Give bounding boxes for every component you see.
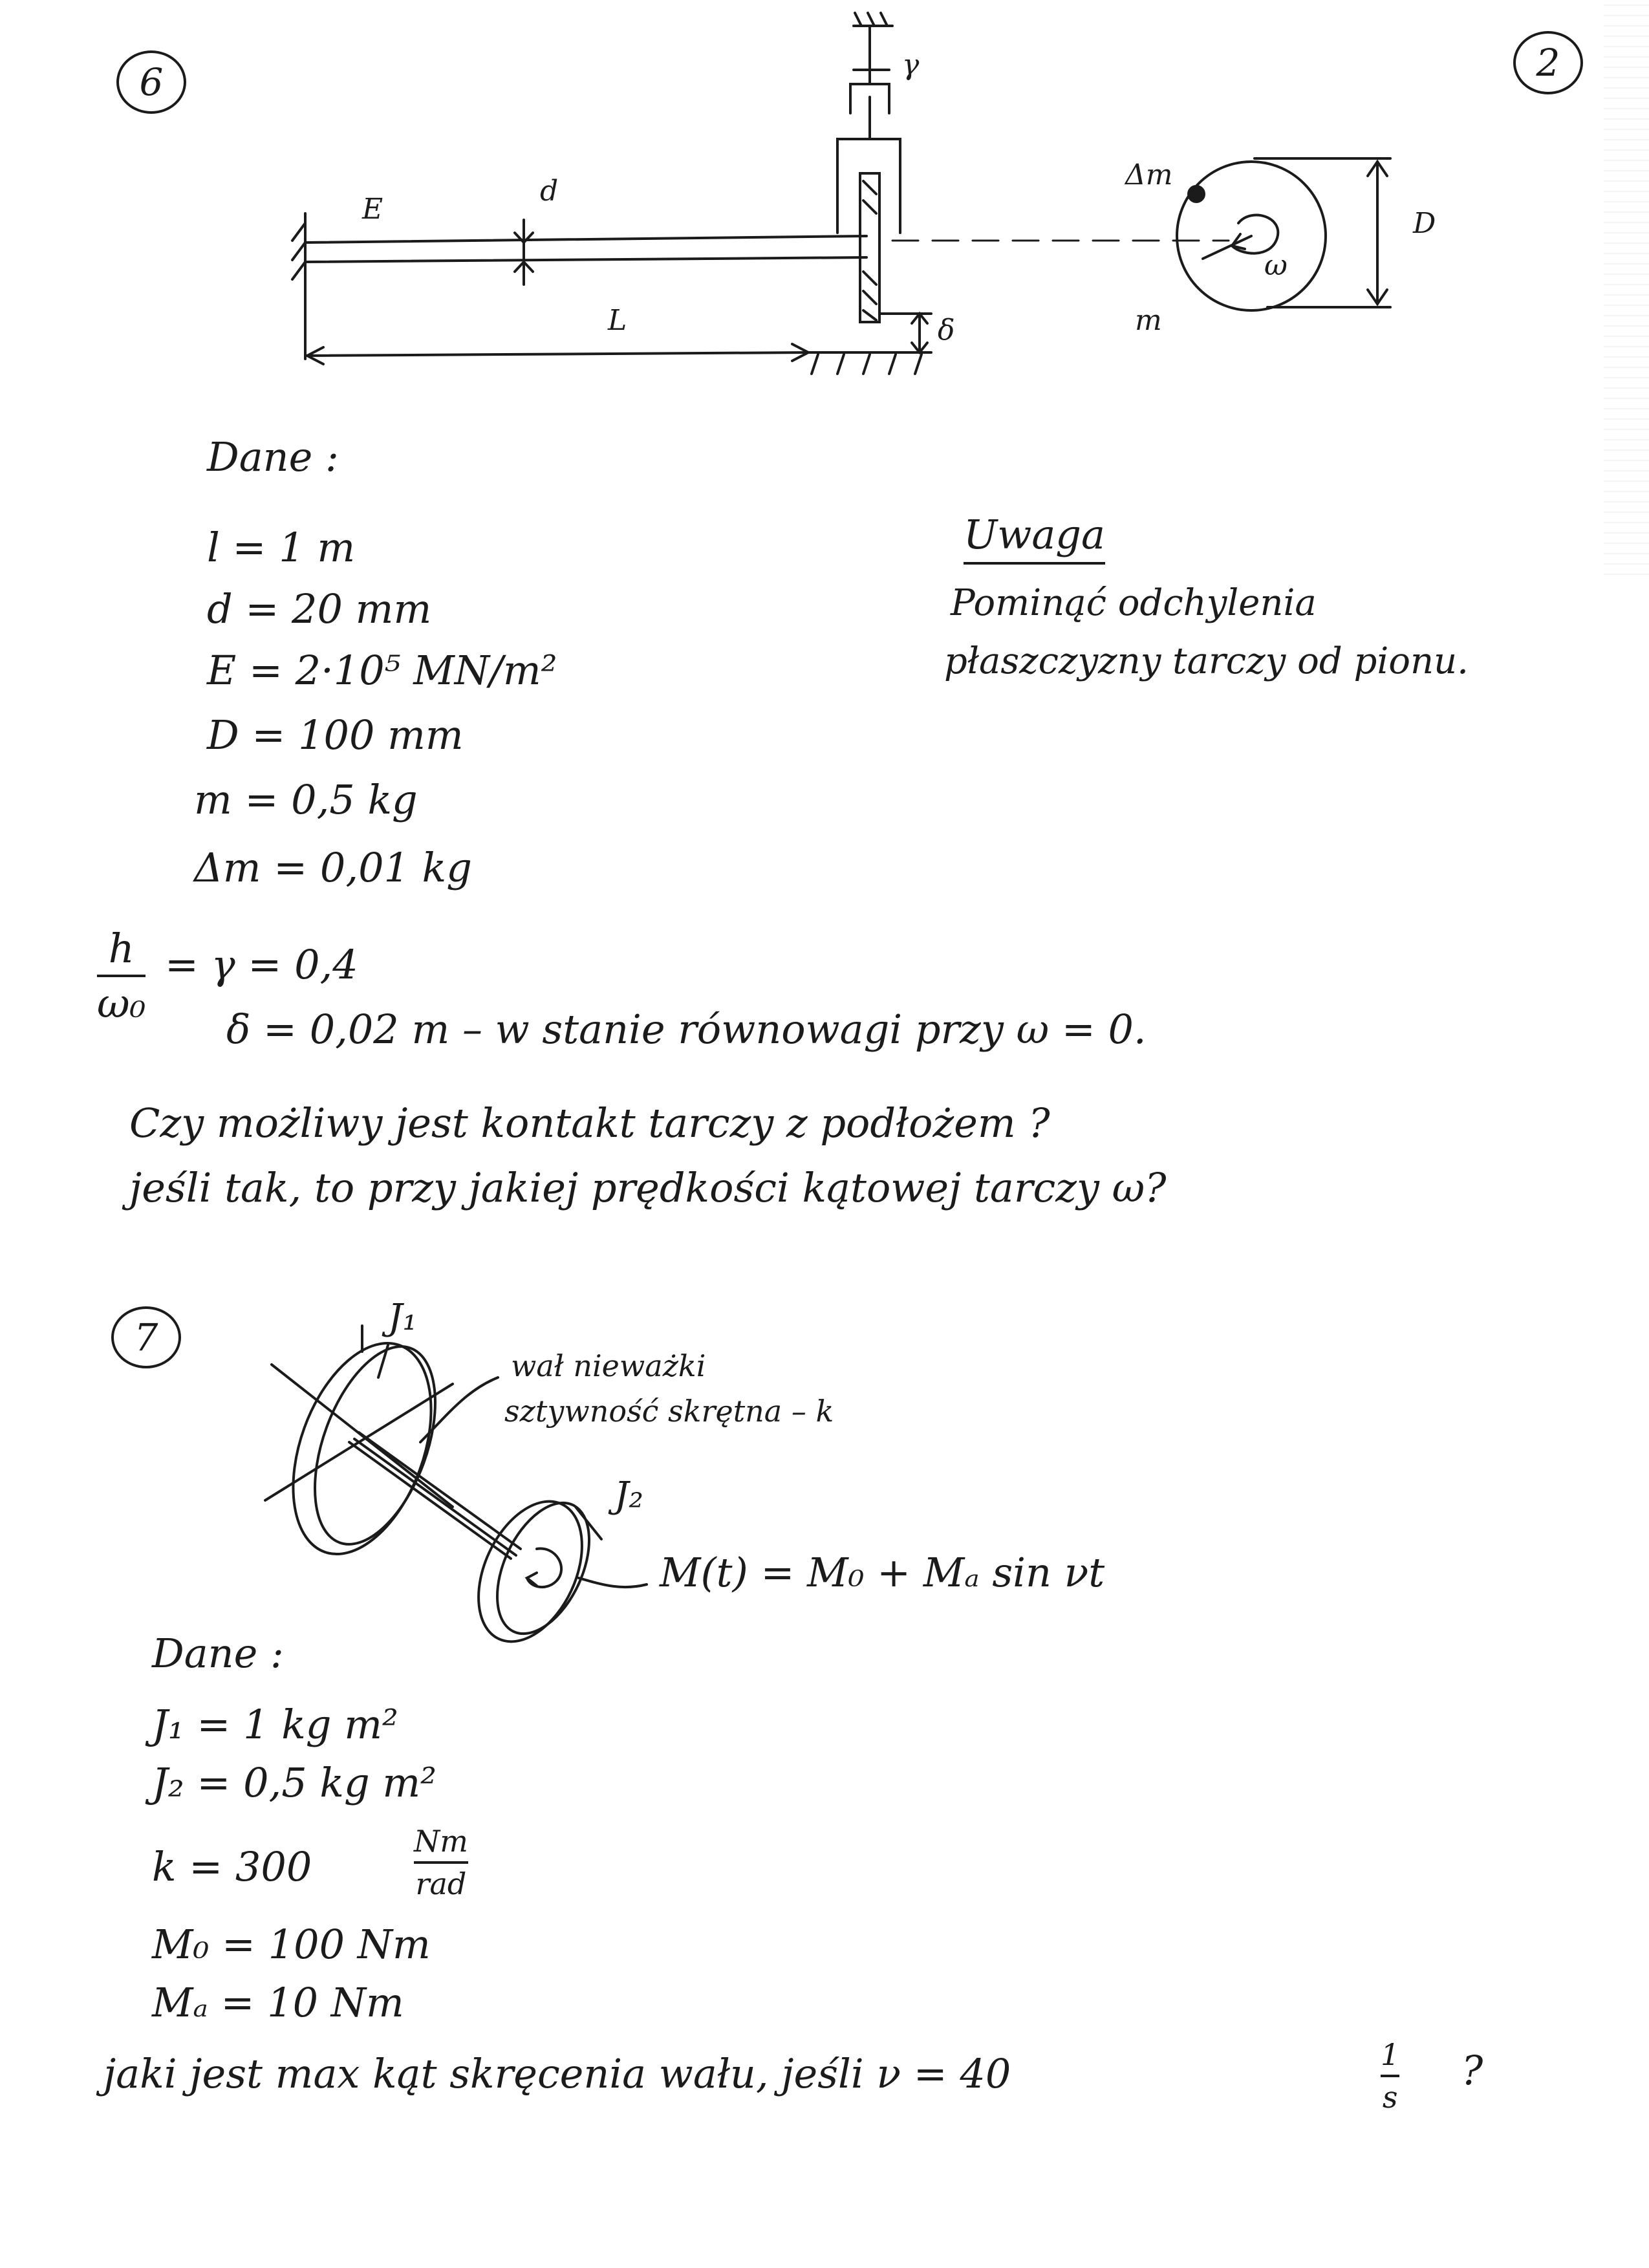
label-m: m [1135,304,1162,337]
given-6-l: l = 1 m [207,524,356,571]
problem-number-7: 7 [111,1306,181,1368]
note-line-1: Pominąć odchylenia [951,582,1317,624]
given-6-d: d = 20 mm [207,585,432,632]
shaft-note-1: wał nieważki [511,1348,706,1383]
given-6-D: D = 100 mm [207,711,464,759]
label-delta-m: Δm [1125,158,1173,191]
given-7-Ma: Mₐ = 10 Nm [152,1979,404,2026]
given-6-m: m = 0,5 kg [194,776,418,823]
label-L: L [608,304,627,337]
delta-equilibrium-line: δ = 0,02 m – w stanie równowagi przy ω = 0. [226,1006,1147,1053]
k-unit-denominator: rad [415,1866,467,1901]
problem-number-6: 6 [116,50,186,114]
label-gamma: γ [902,49,920,81]
given-7-k: k = 300 [152,1843,312,1890]
label-delta: δ [938,314,955,347]
damping-value: = γ = 0,4 [165,941,358,988]
question6-line-2: jeśli tak, to przy jakiej prędkości kątowej tarczy ω? [129,1164,1167,1211]
label-J1: J₁ [388,1297,417,1339]
moment-leader [579,1578,647,1587]
torsion-shaft [349,1442,511,1559]
given-6-E: E = 2·10⁵ MN/m² [207,647,557,694]
k-unit-numerator: Nm [414,1824,468,1859]
damping-numerator: h [108,925,135,972]
label-J2: J₂ [614,1474,643,1517]
label-D: D [1413,207,1436,240]
question7-mark: ? [1461,2047,1483,2094]
given-7-J1: J₁ = 1 kg m² [152,1701,398,1748]
question7-text: jaki jest max kąt skręcenia wału, jeśli ν = 40 [103,2050,1011,2097]
given-header-7: Dane : [152,1630,284,1677]
moment-formula: M(t) = M₀ + Mₐ sin νt [660,1549,1105,1596]
page-number-2: 2 [1513,31,1583,94]
k-unit-fraction [414,1824,468,1901]
nu-unit-numerator: 1 [1381,2037,1400,2072]
given-7-M0: M₀ = 100 Nm [152,1921,431,1968]
label-E: E [362,193,383,226]
label-omega: ω [1264,249,1288,282]
nu-unit-denominator: s [1382,2080,1398,2115]
given-header-6: Dane : [207,433,339,481]
damping-denominator: ω₀ [97,980,146,1027]
note-title: Uwaga [964,511,1105,565]
shaft-note-2: sztywność skrętna – k [504,1394,834,1429]
given-6-delta-m: Δm = 0,01 kg [194,844,472,891]
nu-unit-fraction [1381,2037,1399,2115]
label-d: d [540,175,559,208]
given-7-J2: J₂ = 0,5 kg m² [152,1759,436,1806]
question6-line-1: Czy możliwy jest kontakt tarczy z podłożem ? [129,1099,1050,1147]
note-line-2: płaszczyzny tarczy od pionu. [944,640,1469,682]
